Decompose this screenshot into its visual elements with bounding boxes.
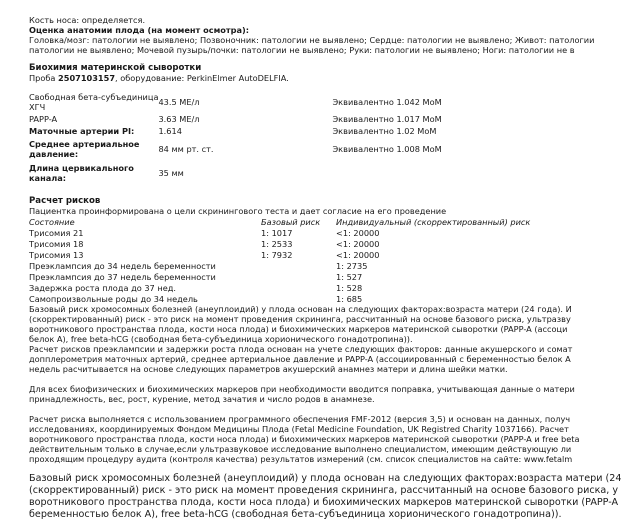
biochem-label	[29, 91, 158, 113]
para-line: (скорректированный) риск - это риск на момент проведения скрининга, рассчитанный на основе базового риска, у	[29, 485, 619, 496]
biochem-equivalent: Эквивалентно 1.017 МоМ	[332, 114, 442, 124]
biochem-equivalent	[332, 161, 441, 185]
summary-paragraph	[29, 473, 621, 521]
biochem-row	[29, 125, 442, 137]
correction-paragraph	[29, 384, 575, 404]
risk-intro: Пациентка проинформирована о цели скринингового теста и дает согласие на его проведение	[29, 206, 447, 216]
risk-title: Расчет рисков	[29, 196, 101, 206]
risk-condition: Трисомия 21	[29, 227, 84, 238]
risk-base	[261, 271, 336, 282]
risk-individual: 1: 2735	[336, 260, 368, 271]
biochem-row	[29, 137, 442, 161]
label-line: ХГЧ	[29, 102, 46, 112]
label-line: Длина цервикального	[29, 163, 134, 173]
risk-individual: 1: 685	[336, 293, 363, 304]
risk-condition: Преэклампсия до 34 недель беременности	[29, 260, 216, 271]
sample-id: 2507103157	[58, 73, 116, 83]
risk-row	[29, 227, 530, 238]
biochem-equivalent: Эквивалентно 1.042 МоМ	[332, 97, 442, 107]
preeclampsia-paragraph	[29, 344, 573, 374]
biochem-value: 1.614	[158, 126, 182, 136]
biochem-value: 3.63 МЕ/л	[158, 114, 200, 124]
software-paragraph	[29, 414, 580, 464]
para-line: Базовый риск хромосомных болезней (анеуплоидий) у плода основан на следующих факторах:возраста матери (24 года). И	[29, 304, 572, 314]
biochem-label	[29, 113, 158, 125]
label-line: Свободная бета-субъединица	[29, 92, 159, 102]
label-line: Среднее артериальное	[29, 139, 140, 149]
risk-base: 1: 1017	[261, 227, 293, 238]
para-line: воротникового пространства плода, кости носа плода) и биохимических маркеров материнской сыворотки (PAPP-A	[29, 497, 619, 508]
para-line: белок А), free beta-hCG (свободная бета-субъединица хорионического гонадотропина)).	[29, 334, 413, 344]
sample-suffix: , оборудование: PerkinElmer AutoDELFIA.	[115, 73, 289, 83]
risk-condition: Самопроизвольные роды до 34 недель	[29, 293, 198, 304]
biochem-row	[29, 113, 442, 125]
para-line: проходящим процедуру аудита (контроля качества) результатов измерений (см. список специалистов на сайте: www.fetalm	[29, 454, 573, 464]
risk-individual: <1: 20000	[336, 238, 380, 249]
biochem-label	[29, 137, 158, 161]
risk-base: 1: 2533	[261, 238, 293, 249]
risk-condition: Трисомия 13	[29, 249, 84, 260]
biochem-label	[29, 161, 158, 185]
risk-row	[29, 282, 530, 293]
risk-condition: Задержка роста плода до 37 нед.	[29, 282, 177, 293]
risk-row	[29, 293, 530, 304]
report-page	[29, 15, 621, 521]
biochem-value: 35 мм	[158, 168, 184, 178]
risk-base	[261, 282, 336, 293]
para-line: воротникового пространства плода, кости носа плода) и биохимических маркеров материнской сыворотки (PAPP-A (ассоци	[29, 324, 568, 334]
risk-condition: Трисомия 18	[29, 238, 84, 249]
risk-individual: <1: 20000	[336, 249, 380, 260]
risk-header: Базовый риск	[261, 216, 321, 227]
risk-individual: <1: 20000	[336, 227, 380, 238]
risk-header-row	[29, 216, 530, 227]
para-line: Расчет рисков преэклампсии и задержки роста плода основан на учете следующих факторов: данные акушерского и сомат	[29, 344, 573, 354]
anatomy-line: патологии не выявлено; Мочевой пузырь/почки: патологии не выявлено; Руки: патологии не выявлено; Ноги: патологии не в	[29, 45, 575, 55]
biochem-title: Биохимия материнской сыворотки	[29, 63, 202, 73]
nasal-bone-line: Кость носа: определяется.	[29, 15, 146, 25]
risk-row	[29, 271, 530, 282]
risk-base	[261, 260, 336, 271]
para-line: беременностью белок А), free beta-hCG (свободная бета-субъединица хорионического гонадотропина)).	[29, 509, 562, 520]
risk-base: 1: 7932	[261, 249, 293, 260]
label-line: Маточные артерии PI:	[29, 126, 135, 136]
biochem-value: 84 мм рт. ст.	[158, 144, 214, 154]
anatomy-title: Оценка анатомии плода (на момент осмотра):	[29, 25, 250, 35]
risk-row	[29, 238, 530, 249]
biochem-label	[29, 125, 158, 137]
para-line: Базовый риск хромосомных болезней (анеуплоидий) у плода основан на следующих факторах:возраста матери (24	[29, 473, 621, 484]
anatomy-line: Головка/мозг: патологии не выявлено; Позвоночник: патологии не выявлено; Сердце: патологии не выявлено; Живот: патологии	[29, 35, 595, 45]
risk-condition: Преэклампсия до 37 недель беременности	[29, 271, 216, 282]
label-line: канала:	[29, 173, 67, 183]
biochem-equivalent: Эквивалентно 1.02 МоМ	[332, 126, 437, 136]
risk-header: Состояние	[29, 216, 75, 227]
para-line: недель расчитывается на основе следующих параметров акушерский анамнез матери и длина шейки матки.	[29, 364, 508, 374]
biochem-value: 43.5 МЕ/л	[158, 97, 200, 107]
biochem-table	[29, 91, 442, 185]
risk-row	[29, 249, 530, 260]
biochem-equivalent: Эквивалентно 1.008 МоМ	[332, 144, 442, 154]
biochem-row	[29, 91, 442, 113]
sample-info	[29, 73, 550, 83]
para-line: Для всех биофизических и биохимических маркеров при необходимости вводится поправка, учитывающая данные о матери	[29, 384, 575, 394]
label-line: давление:	[29, 149, 79, 159]
risk-individual: 1: 528	[336, 282, 363, 293]
basis-paragraph	[29, 304, 572, 344]
para-line: действительным только в случае,если ультразвуковое исследование выполнено специалистом, имеющим действующую ли	[29, 444, 572, 454]
para-line: воротникового пространства плода, кости носа плода) и биохимических маркеров материнской сыворотки (PAPP-A и free beta	[29, 434, 580, 444]
para-line: (скорректированный) риск - это риск на момент проведения скрининга, рассчитанный на основе базового риска, ультразву	[29, 314, 571, 324]
risk-table	[29, 216, 530, 304]
sample-prefix: Проба	[29, 73, 59, 83]
para-line: допплерометрия маточных артерий, среднее артериальное давление и PAPP-A (ассоциированный с беременностью белок А	[29, 354, 571, 364]
risk-individual: 1: 527	[336, 271, 363, 282]
risk-header: Индивидуальный (скорректированный) риск	[336, 216, 531, 227]
para-line: принадлежность, вес, рост, курение, метод зачатия и число родов в анамнезе.	[29, 394, 375, 404]
para-line: Расчет риска выполняется с использованием программного обеспечения FMF-2012 (версия 3,5) и основан на данных, получ	[29, 414, 571, 424]
biochem-row	[29, 161, 442, 185]
risk-base	[261, 293, 336, 304]
label-line: PAPP-A	[29, 114, 58, 124]
para-line: исследованиях, координируемых Фондом Медицины Плода (Fetal Medicine Foundation, UK Registred Charity 1037166). Расчет	[29, 424, 569, 434]
risk-row	[29, 260, 530, 271]
